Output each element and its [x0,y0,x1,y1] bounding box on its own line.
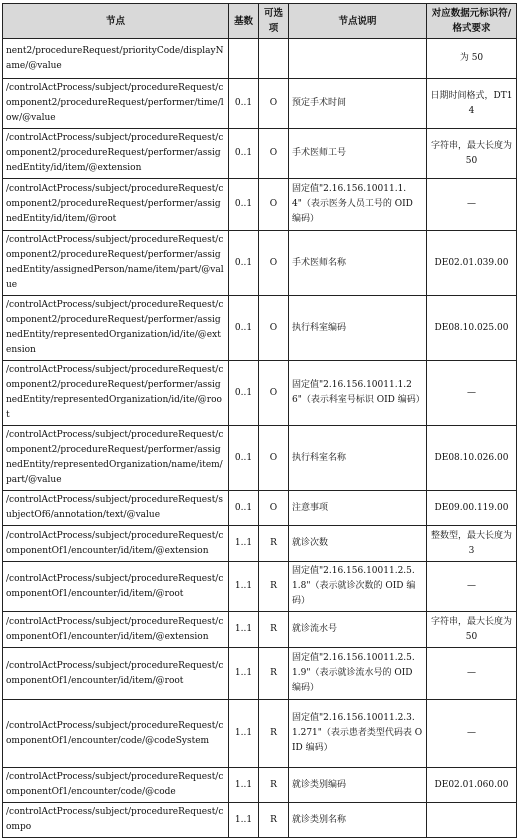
node-path-cell: /controlActProcess/subject/procedureRequest/component2/procedureRequest/performer/assignedEntity/representedOrganization/id/ite/@root [3,361,229,426]
cardinality-cell: 1..1 [229,768,259,803]
cardinality-cell: 1..1 [229,803,259,838]
description-cell: 执行科室名称 [289,426,427,491]
cardinality-cell [229,39,259,79]
optional-cell [259,39,289,79]
description-cell: 执行科室编码 [289,296,427,361]
requirement-cell: DE09.00.119.00 [427,491,517,526]
table-row [3,562,517,612]
description-cell: 固定值"2.16.156.10011.2.3.1.271"（表示患者类型代码表 OID 编码） [289,700,427,768]
requirement-cell: DE02.01.039.00 [427,231,517,296]
table-row [3,700,517,768]
requirement-cell: 为 50 [427,39,517,79]
requirement-cell: — [427,179,517,231]
requirement-cell: 字符串，最大长度为 50 [427,129,517,179]
table-row [3,768,517,803]
cardinality-cell: 0..1 [229,426,259,491]
description-cell: 就诊次数 [289,526,427,562]
node-path-cell: /controlActProcess/subject/procedureRequest/componentOf1/encounter/id/item/@root [3,648,229,700]
cardinality-cell: 0..1 [229,296,259,361]
header-node: 节点 [3,4,229,39]
node-path-cell: /controlActProcess/subject/procedureRequest/componentOf1/encounter/id/item/@extension [3,526,229,562]
cardinality-cell: 1..1 [229,648,259,700]
table-body [3,39,517,838]
node-path-cell: /controlActProcess/subject/procedureRequest/component2/procedureRequest/performer/assignedEntity/representedOrganization/id/ite/@extension [3,296,229,361]
requirement-cell: 日期时间格式，DT14 [427,79,517,129]
table-row [3,426,517,491]
description-cell: 固定值"2.16.156.10011.1.4"（表示医务人员工号的 OID 编码） [289,179,427,231]
description-cell: 手术医师工号 [289,129,427,179]
requirement-cell [427,803,517,838]
node-path-cell: /controlActProcess/subject/procedureRequest/component2/procedureRequest/performer/assignedEntity/assignedPerson/name/item/part/@value [3,231,229,296]
requirement-cell: 整数型，最大长度为 3 [427,526,517,562]
requirement-cell: DE02.01.060.00 [427,768,517,803]
optional-cell: R [259,803,289,838]
table-row [3,803,517,838]
optional-cell: R [259,768,289,803]
node-path-cell: /controlActProcess/subject/procedureRequest/subjectOf6/annotation/text/@value [3,491,229,526]
header-optional: 可选项 [259,4,289,39]
requirement-cell: DE08.10.025.00 [427,296,517,361]
optional-cell: R [259,612,289,648]
description-cell: 手术医师名称 [289,231,427,296]
description-cell: 固定值"2.16.156.10011.1.26"（表示科室号标识 OID 编码） [289,361,427,426]
optional-cell: O [259,296,289,361]
table-row [3,296,517,361]
optional-cell: O [259,361,289,426]
description-cell: 预定手术时间 [289,79,427,129]
node-path-cell: /controlActProcess/subject/procedureRequest/component2/procedureRequest/performer/assignedEntity/id/item/@extension [3,129,229,179]
table-row [3,526,517,562]
cardinality-cell: 0..1 [229,361,259,426]
optional-cell: O [259,491,289,526]
optional-cell: R [259,526,289,562]
node-path-cell: /controlActProcess/subject/procedureRequest/componentOf1/encounter/code/@codeSystem [3,700,229,768]
requirement-cell: DE08.10.026.00 [427,426,517,491]
requirement-cell: — [427,648,517,700]
cardinality-cell: 0..1 [229,179,259,231]
requirement-cell: — [427,700,517,768]
cardinality-cell: 0..1 [229,79,259,129]
requirement-cell: — [427,562,517,612]
cardinality-cell: 0..1 [229,129,259,179]
table-row [3,79,517,129]
node-path-cell: /controlActProcess/subject/procedureRequest/component2/procedureRequest/performer/assignedEntity/id/item/@root [3,179,229,231]
cardinality-cell: 0..1 [229,491,259,526]
description-cell: 就诊流水号 [289,612,427,648]
node-path-cell: nent2/procedureRequest/priorityCode/displayName/@value [3,39,229,79]
cardinality-cell: 1..1 [229,562,259,612]
node-path-cell: /controlActProcess/subject/procedureRequest/componentOf1/encounter/id/item/@extension [3,612,229,648]
requirement-cell: — [427,361,517,426]
table-row [3,129,517,179]
description-cell [289,39,427,79]
description-cell: 注意事项 [289,491,427,526]
cardinality-cell: 1..1 [229,700,259,768]
description-cell: 就诊类别名称 [289,803,427,838]
optional-cell: R [259,562,289,612]
optional-cell: R [259,648,289,700]
description-cell: 固定值"2.16.156.10011.2.5.1.9"（表示就诊流水号的 OID 编码） [289,648,427,700]
optional-cell: R [259,700,289,768]
description-cell: 就诊类别编码 [289,768,427,803]
description-cell: 固定值"2.16.156.10011.2.5.1.8"（表示就诊次数的 OID 编码） [289,562,427,612]
cardinality-cell: 1..1 [229,526,259,562]
table-row [3,231,517,296]
table-row [3,612,517,648]
header-cardinality: 基数 [229,4,259,39]
table-row [3,491,517,526]
node-path-cell: /controlActProcess/subject/procedureRequest/compo [3,803,229,838]
node-path-cell: /controlActProcess/subject/procedureRequest/component2/procedureRequest/performer/time/low/@value [3,79,229,129]
header-row [3,4,517,39]
node-path-cell: /controlActProcess/subject/procedureRequest/componentOf1/encounter/id/item/@root [3,562,229,612]
table-row [3,179,517,231]
data-table [2,3,517,838]
table-row [3,361,517,426]
node-path-cell: /controlActProcess/subject/procedureRequest/component2/procedureRequest/performer/assignedEntity/representedOrganization/name/item/part/@value [3,426,229,491]
table-row [3,648,517,700]
node-path-cell: /controlActProcess/subject/procedureRequest/componentOf1/encounter/code/@code [3,768,229,803]
cardinality-cell: 0..1 [229,231,259,296]
optional-cell: O [259,426,289,491]
optional-cell: O [259,179,289,231]
header-requirement: 对应数据元标识符/格式要求 [427,4,517,39]
optional-cell: O [259,129,289,179]
optional-cell: O [259,79,289,129]
table-row [3,39,517,79]
requirement-cell: 字符串，最大长度为 50 [427,612,517,648]
optional-cell: O [259,231,289,296]
header-description: 节点说明 [289,4,427,39]
cardinality-cell: 1..1 [229,612,259,648]
